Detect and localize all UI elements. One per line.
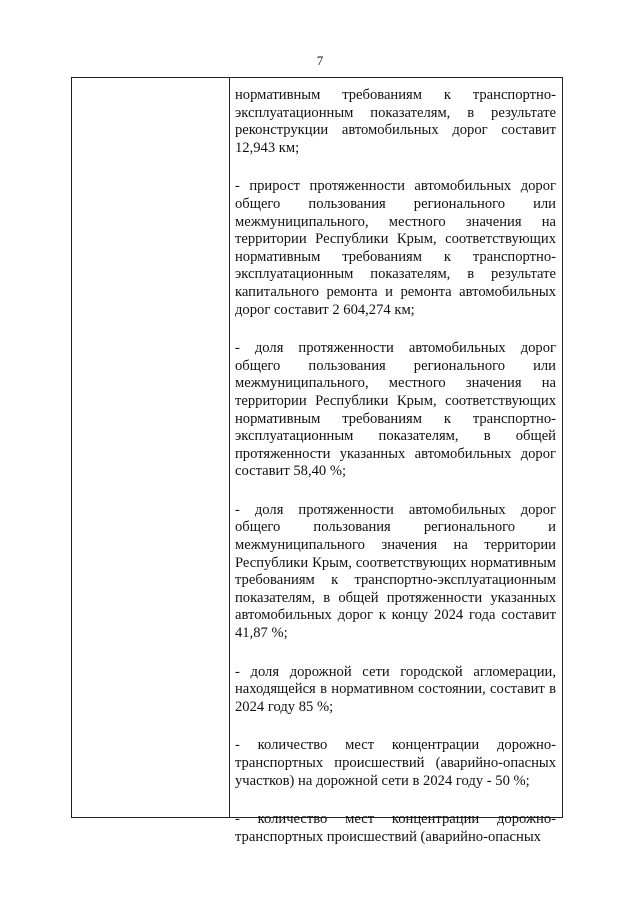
page-number: 7 [316,53,324,68]
table-right-cell [230,78,562,845]
table-paragraph: нормативным требованиям к транспортно-эксплуатационным показателям, в результате реконструкции автомобильных дорог составит 12,943 км; [235,87,556,156]
table-paragraph: - доля протяженности автомобильных дорог общего пользования регионального и межмуниципального значения на территории Республики Крым, соответствующих нормативным требованиям к транспортно-эксплуатационным показателям, в общей протяженности указанных автомобильных дорог к концу 2024 года составит 41,87 %; [235,501,556,642]
table-paragraph: - количество мест концентрации дорожно-транспортных происшествий (аварийно-опасных участков) на дорожной сети в 2024 году - 50 %; [235,737,556,789]
table-paragraph: - количество мест концентрации дорожно-транспортных происшествий (аварийно-опасных [235,811,556,845]
table-left-cell [72,78,230,817]
table-paragraph: - доля протяженности автомобильных дорог общего пользования регионального или межмуниципального, местного значения на территории Республики Крым, соответствующих нормативным требованиям к транспортно-эксплуатационным показателям, в общей протяженности указанных автомобильных дорог составит 58,40 %; [235,340,556,480]
table-paragraph: - доля дорожной сети городской агломерации, находящейся в нормативном состоянии, составит в 2024 году 85 %; [235,663,556,715]
document-table [71,77,563,845]
table-paragraph: - прирост протяженности автомобильных дорог общего пользования регионального или межмуниципального, местного значения на территории Республики Крым, соответствующих нормативным требованиям к транспортно-эксплуатационным показателям, в результате капитального ремонта и ремонта автомобильных дорог составит 2 604,274 км; [235,178,556,318]
